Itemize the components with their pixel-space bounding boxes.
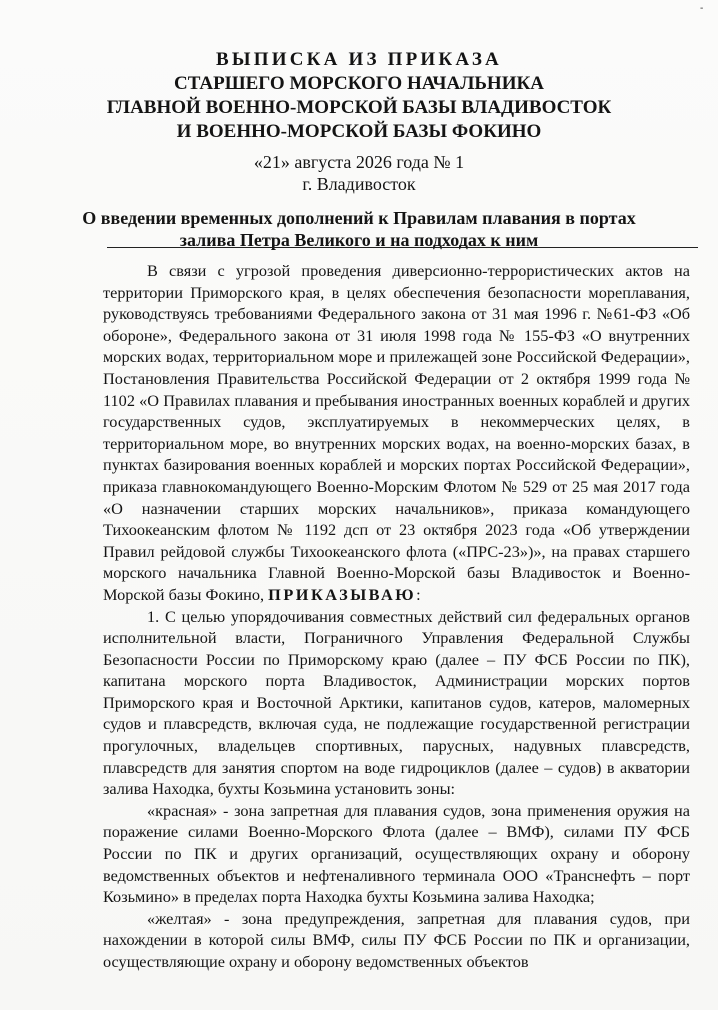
subject-line-2: залива Петра Великого и на подходах к ним bbox=[179, 230, 539, 250]
preamble-paragraph bbox=[103, 260, 690, 606]
order-body bbox=[103, 260, 690, 973]
order-date: «21» августа 2026 года № 1 bbox=[253, 152, 465, 172]
prikaz-colon: : bbox=[416, 584, 421, 604]
order-subject bbox=[0, 207, 718, 251]
prikaz-word: ПРИКАЗЫВАЮ bbox=[268, 584, 417, 604]
zone-red-paragraph: «красная» - зона запретная для плавания судов, зона применения оружия на поражение силами Военно-Морского Флота (далее – ВМФ), силами ПУ ФСБ России по ПК и других организаций, осуществляющих охрану и оборону ведомственных объектов и нефтеналивного терминала ООО «Транснефть – порт Козьмино» в пределах порта Находка бухты Козьмина залива Находка; bbox=[103, 800, 690, 907]
header-line-4: И ВОЕННО-МОРСКОЙ БАЗЫ ФОКИНО bbox=[176, 121, 542, 142]
corner-mark: - bbox=[700, 3, 704, 14]
zone-yellow-paragraph: «желтая» - зона предупреждения, запретная для плавания судов, при нахождении в которой силы ВМФ, силы ПУ ФСБ России по ПК и организации, осуществляющие охрану и оборону ведомственных объектов bbox=[103, 908, 690, 971]
order-city: г. Владивосток bbox=[302, 174, 416, 194]
date-block bbox=[0, 151, 718, 195]
header-line-3: ГЛАВНОЙ ВОЕННО-МОРСКОЙ БАЗЫ ВЛАДИВОСТОК bbox=[106, 97, 612, 118]
subject-underline bbox=[107, 247, 698, 248]
subject-line-1: О введении временных дополнений к Правилам плавания в портах bbox=[82, 208, 636, 228]
header-title: ВЫПИСКА ИЗ ПРИКАЗА bbox=[216, 49, 502, 70]
header-line-2: СТАРШЕГО МОРСКОГО НАЧАЛЬНИКА bbox=[173, 73, 544, 94]
preamble-text: В связи с угрозой проведения диверсионно-террористических актов на территории Приморского края, в целях обеспечения безопасности мореплавания, руководствуясь требованиями Федерального закона от 31 мая 1996 г. №61-ФЗ «Об обороне», Федерального закона от 31 июля 1998 года № 155-ФЗ «О внутренних морских водах, территориальном море и прилежащей зоне Российской Федерации», Постановления Правительства Российской Федерации от 2 октября 1999 года № 1102 «О Правилах плавания и пребывания иностранных военных кораблей и других государственных судов, эксплуатируемых в некоммерческих целях, в территориальном море, во внутренних морских водах, на военно-морских базах, в пунктах базирования военных кораблей и морских портах Российской Федерации», приказа главнокомандующего Военно-Морским Флотом № 529 от 25 мая 2017 года «О назначении старших морских начальников», приказа командующего Тихоокеанским флотом № 1192 дсп от 23 октября 2023 года «Об утверждении Правил рейдовой службы Тихоокеанского флота («ПРС-23»)», на правах старшего морского начальника Главной Военно-Морской базы Владивосток и Военно-Морской базы Фокино, bbox=[103, 261, 690, 604]
item-1-paragraph: 1. С целью упорядочивания совместных действий сил федеральных органов исполнительной власти, Пограничного Управления Федеральной Службы Безопасности России по Приморскому краю (далее – ПУ ФСБ России по ПК), капитана морского порта Владивосток, Администрации морских портов Приморского края и Восточной Арктики, капитанов судов, катеров, маломерных судов и плавсредств, включая суда, не подлежащие государственной регистрации прогулочных, владельцев спортивных, парусных, надувных плавсредств, плавсредств для занятия спортом на воде гидроциклов (далее – судов) в акватории залива Находка, бухты Козьмина установить зоны: bbox=[103, 606, 690, 799]
document-header bbox=[0, 48, 718, 144]
